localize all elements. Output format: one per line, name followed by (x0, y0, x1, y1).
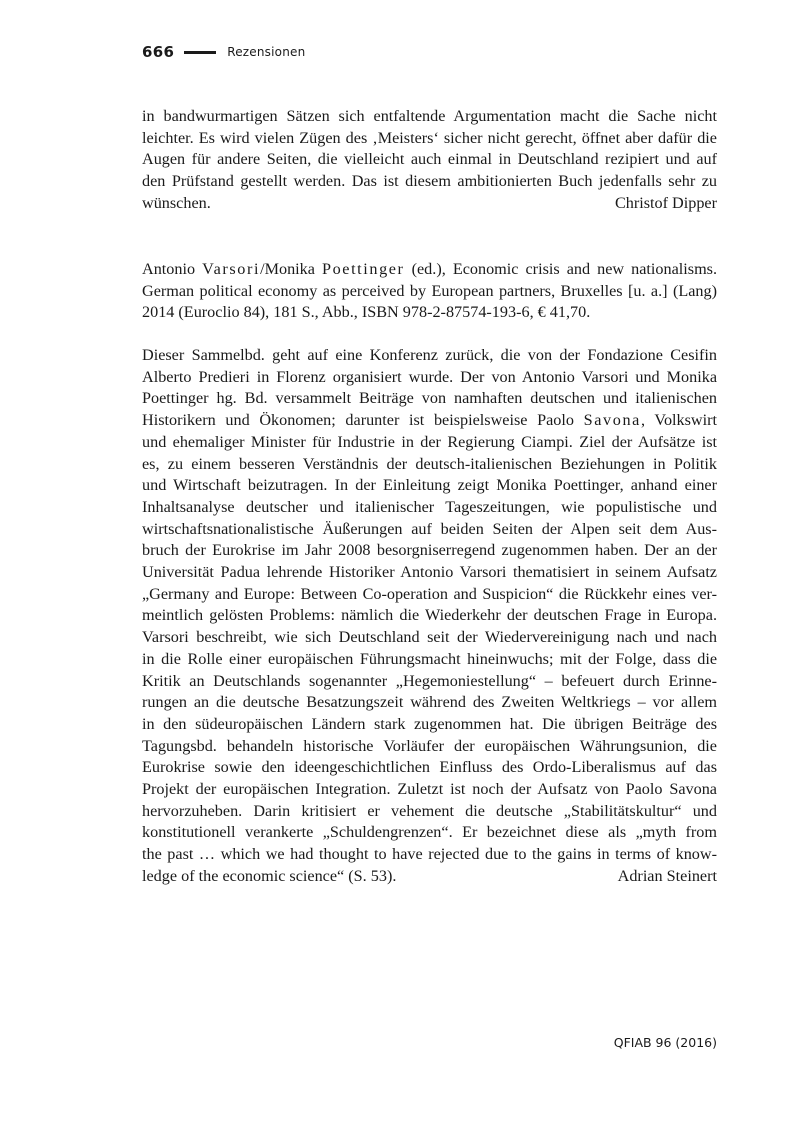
spaced-name: Savona (583, 411, 641, 430)
reviewer-name: Christof Dipper (614, 193, 717, 212)
author-surname: Poettinger (322, 260, 405, 278)
text-line: Poettinger hg. Bd. versammelt Beiträge von namhaften deutschen und italienischen (142, 389, 717, 408)
text-line: „Germany and Europe: Between Co-operation and Suspicion“ die Rückkehr eines ver- (142, 584, 717, 603)
text-line: Inhaltsanalyse deutscher und italienischer Tageszeitungen, wie populistische und (142, 497, 717, 516)
page-number: 666 (142, 43, 175, 61)
book-citation (142, 259, 717, 324)
text-line: den Prüfstand gestellt werden. Das ist diesem ambitionierten Buch jedenfalls sehr zu (142, 172, 717, 191)
text-line: Kritik an Deutschlands sogenannter „Hegemoniestellung“ – befeuert durch Erinne- (142, 671, 717, 690)
text-line: und ehemaliger Minister für Industrie in der Regierung Ciampi. Ziel der Aufsätze ist (142, 432, 717, 451)
text-line: Universität Padua lehrende Historiker Antonio Varsori thematisiert in seinem Aufsatz (142, 563, 717, 582)
review-steinert (142, 345, 717, 888)
text-line: in bandwurmartigen Sätzen sich entfaltende Argumentation macht die Sache nicht (142, 107, 717, 125)
text-line: meintlich gelösten Problems: nämlich die Wiederkehr der deutschen Frage in Europa. (142, 606, 717, 625)
last-line-with-reviewer (142, 866, 717, 888)
text-line: leichter. Es wird vielen Zügen des ‚Meisters‘ sicher nicht gerecht, öffnet aber dafür die (142, 128, 717, 147)
running-head: Rezensionen (227, 45, 306, 59)
text-line: und Wirtschaft beizutragen. In der Einleitung zeigt Monika Poettinger, anhand einer (142, 476, 717, 495)
review-dipper-ending (142, 106, 717, 215)
journal-footer: QFIAB 96 (2016) (613, 1035, 717, 1050)
text-line: Dieser Sammelbd. geht auf eine Konferenz zurück, die von der Fondazione Cesifin (142, 346, 717, 364)
author-first-name: Antonio (142, 260, 196, 278)
text-line (142, 410, 717, 432)
text-line: the past … which we had thought to have rejected due to the gains in terms of know- (142, 845, 717, 864)
author-surname: Varsori (202, 260, 261, 278)
citation-title-start: (ed.), Economic crisis and new nationalisms. (411, 260, 718, 278)
citation-line: 2014 (Euroclio 84), 181 S., Abb., ISBN 978-2-87574-193-6, € 41,70. (142, 303, 591, 322)
text-line: hervorzuheben. Darin kritisiert er vehement die deutsche „Stabilitätskultur“ und (142, 801, 717, 820)
text-fragment: Historikern und Ökonomen; darunter ist beispielsweise Paolo (142, 411, 574, 430)
text-line: in den südeuropäischen Ländern stark zugenommen hat. Die übrigen Beiträge des (142, 714, 717, 733)
text-line: wirtschaftsnationalistische Äußerungen auf beiden Seiten der Alpen seit dem Aus- (142, 519, 717, 538)
text-line: Varsori beschreibt, wie sich Deutschland seit der Wiedervereinigung nach und nach (142, 628, 717, 647)
text-line: Eurokrise sowie den ideengeschichtlichen Einfluss des Ordo-Liberalismus auf das (142, 758, 717, 777)
text-line: wünschen. (142, 193, 211, 212)
text-line: es, zu einem besseren Verständnis der deutsch-italienischen Beziehungen in Politik (142, 454, 717, 473)
citation-line: German political economy as perceived by European partners, Bruxelles [u. a.] (Lang) (142, 281, 717, 300)
text-line: rungen an die deutsche Besatzungszeit während des Zweiten Weltkriegs – vor allem (142, 693, 717, 712)
text-line: in die Rolle einer europäischen Führungsmacht hineinwuchs; mit der Folge, dass die (142, 649, 717, 668)
text-line: konstitutionell verankerte „Schuldengrenzen“. Er bezeichnet diese als „myth from (142, 823, 717, 842)
text-line: ledge of the economic science“ (S. 53). (142, 866, 397, 885)
text-fragment: , Volkswirt (640, 411, 718, 430)
citation-line (142, 259, 717, 281)
text-line: Augen für andere Seiten, die vielleicht auch einmal in Deutschland rezipiert und auf (142, 150, 717, 169)
text-line: Tagungsbd. behandeln historische Vorläufer der europäischen Währungsunion, die (142, 736, 717, 755)
text-line: Projekt der europäischen Integration. Zuletzt ist noch der Aufsatz von Paolo Savona (142, 780, 717, 799)
reviewer-name: Adrian Steinert (617, 866, 717, 885)
header-rule (184, 51, 216, 54)
text-line: bruch der Eurokrise im Jahr 2008 besorgniserregend zugenommen haben. Der an der (142, 541, 717, 560)
author-first-name: /Monika (260, 260, 315, 278)
last-line-with-reviewer (142, 193, 717, 215)
page-header (142, 43, 305, 61)
text-line: Alberto Predieri in Florenz organisiert wurde. Der von Antonio Varsori und Monika (142, 367, 717, 386)
